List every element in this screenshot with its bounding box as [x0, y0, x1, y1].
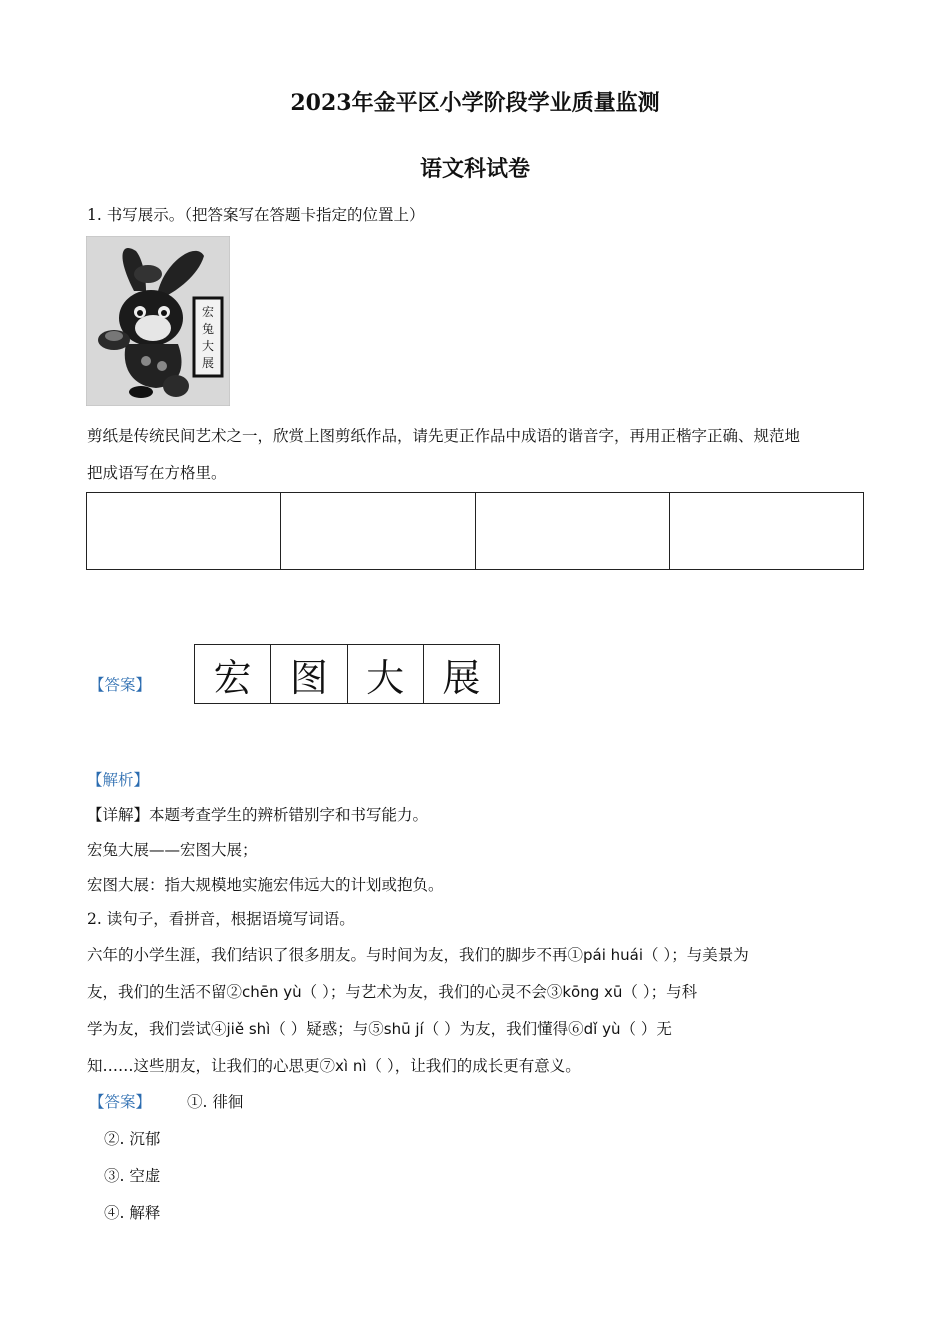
analysis-meaning: 宏图大展：指大规模地实施宏伟远大的计划或抱负。	[87, 876, 444, 894]
passage-text: 知……这些朋友，让我们的心思更⑦	[87, 1057, 336, 1075]
pinyin-2: chēn yù	[242, 983, 302, 1001]
writing-grid-cell[interactable]	[281, 493, 475, 569]
pinyin-4: jiě shì	[226, 1020, 271, 1038]
blank-1[interactable]: （ ）；与美景为	[643, 946, 749, 964]
answer-tag-1: 【答案】	[89, 676, 152, 694]
blank-4[interactable]: （ ）疑惑；与⑤	[270, 1020, 384, 1038]
sign-char-3: 大	[201, 339, 215, 353]
question-1-prompt: 1. 书写展示。（把答案写在答题卡指定的位置上）	[87, 206, 425, 224]
answer-grid	[194, 644, 500, 704]
writing-grid	[86, 492, 864, 570]
rabbit-papercut-image	[86, 236, 230, 406]
writing-grid-cell[interactable]	[87, 493, 281, 569]
question-2-passage-line-3	[87, 1017, 672, 1039]
pinyin-3: kōng xū	[562, 983, 623, 1001]
answer-grid-cell: 大	[348, 645, 424, 703]
question-1-instruction-line-1: 剪纸是传统民间艺术之一，欣赏上图剪纸作品，请先更正作品中成语的谐音字，再用正楷字正确、规范地	[87, 427, 801, 445]
answer-item-1: ①. 徘徊	[187, 1093, 244, 1111]
writing-grid-cell[interactable]	[670, 493, 863, 569]
answer-item-3: ③. 空虚	[104, 1167, 161, 1185]
sign-char-1: 宏	[201, 305, 215, 319]
question-1-instruction-line-2: 把成语写在方格里。	[87, 464, 227, 482]
answer-tag-2: 【答案】	[89, 1093, 152, 1111]
question-2-passage-line-2	[87, 980, 697, 1002]
analysis-detail: 【详解】本题考查学生的辨析错别字和书写能力。	[87, 806, 429, 824]
pinyin-6: dǐ yù	[583, 1020, 621, 1038]
question-2-passage-line-1	[87, 943, 749, 965]
answer-grid-cell: 展	[442, 655, 481, 700]
passage-text: 友，我们的生活不留②	[87, 983, 243, 1001]
writing-grid-cell[interactable]	[476, 493, 670, 569]
pinyin-1: pái huái	[583, 946, 644, 964]
blank-6[interactable]: （ ）无	[620, 1020, 672, 1038]
analysis-tag: 【解析】	[87, 771, 150, 789]
blank-7[interactable]: （ ），让我们的成长更有意义。	[366, 1057, 581, 1075]
sign-char-2: 兔	[201, 322, 215, 336]
blank-3[interactable]: （ ）；与科	[622, 983, 698, 1001]
blank-2[interactable]: （ ）；与艺术为友，我们的心灵不会③	[301, 983, 563, 1001]
page-title: 2023年金平区小学阶段学业质量监测	[290, 90, 660, 116]
passage-text: 学为友，我们尝试④	[87, 1020, 227, 1038]
answer-item-4: ④. 解释	[104, 1204, 161, 1222]
blank-5[interactable]: （ ）为友，我们懂得⑥	[423, 1020, 584, 1038]
answer-grid-cell: 宏	[195, 645, 271, 703]
question-2-prompt: 2. 读句子，看拼音，根据语境写词语。	[87, 910, 355, 928]
answer-grid-cell: 图	[271, 645, 347, 703]
pinyin-7: xì nì	[335, 1057, 367, 1075]
answer-item-2: ②. 沉郁	[104, 1130, 161, 1148]
pinyin-5: shū jí	[383, 1020, 424, 1038]
sign-char-4: 展	[201, 356, 215, 370]
page-subtitle: 语文科试卷	[419, 156, 530, 182]
question-2-passage-line-4	[87, 1054, 581, 1076]
analysis-correction: 宏兔大展——宏图大展；	[87, 841, 258, 859]
passage-text: 六年的小学生涯，我们结识了很多朋友。与时间为友，我们的脚步不再①	[87, 946, 584, 964]
